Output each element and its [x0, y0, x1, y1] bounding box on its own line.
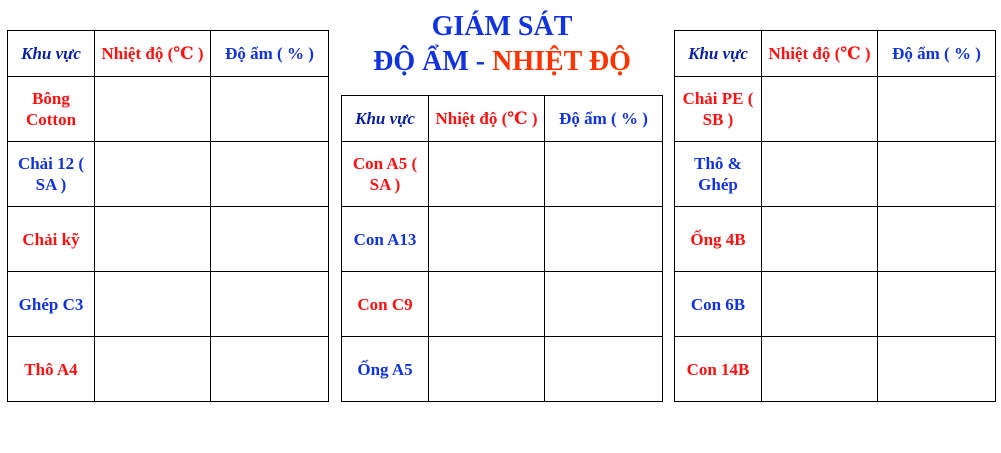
header-temperature: Nhiệt độ (℃ ) — [95, 31, 211, 77]
area-cell: Con C9 — [342, 272, 429, 337]
humidity-cell[interactable] — [211, 142, 329, 207]
temperature-cell[interactable] — [95, 77, 211, 142]
temperature-cell[interactable] — [762, 142, 878, 207]
humidity-cell[interactable] — [878, 272, 996, 337]
temperature-cell[interactable] — [762, 272, 878, 337]
table-row — [8, 337, 329, 402]
header-humidity: Độ ẩm ( % ) — [545, 96, 663, 142]
area-cell: Ống A5 — [342, 337, 429, 402]
table-row — [8, 142, 329, 207]
header-humidity: Độ ẩm ( % ) — [211, 31, 329, 77]
table-row — [8, 77, 329, 142]
temperature-cell[interactable] — [762, 337, 878, 402]
humidity-cell[interactable] — [545, 142, 663, 207]
middle-monitor-table — [341, 95, 663, 402]
table-row — [342, 272, 663, 337]
table-row — [342, 337, 663, 402]
table-row — [342, 142, 663, 207]
header-area: Khu vực — [8, 31, 95, 77]
subtitle-humidity: ĐỘ ẨM — [373, 46, 469, 77]
temperature-cell[interactable] — [429, 272, 545, 337]
humidity-cell[interactable] — [878, 77, 996, 142]
area-cell: Thô & Ghép — [675, 142, 762, 207]
humidity-cell[interactable] — [211, 207, 329, 272]
area-cell: Thô A4 — [8, 337, 95, 402]
table-row — [342, 207, 663, 272]
table-row — [675, 272, 996, 337]
humidity-cell[interactable] — [211, 77, 329, 142]
humidity-cell[interactable] — [211, 337, 329, 402]
table-row — [675, 337, 996, 402]
humidity-cell[interactable] — [878, 337, 996, 402]
temperature-cell[interactable] — [429, 207, 545, 272]
header-temperature: Nhiệt độ (℃ ) — [429, 96, 545, 142]
table-row — [8, 207, 329, 272]
header-temperature: Nhiệt độ (℃ ) — [762, 31, 878, 77]
temperature-cell[interactable] — [762, 207, 878, 272]
area-cell: Con 14B — [675, 337, 762, 402]
temperature-cell[interactable] — [762, 77, 878, 142]
area-cell: Chải 12 ( SA ) — [8, 142, 95, 207]
area-cell: Ghép C3 — [8, 272, 95, 337]
right-monitor-table — [674, 30, 996, 402]
temperature-cell[interactable] — [429, 337, 545, 402]
humidity-cell[interactable] — [878, 142, 996, 207]
area-cell: Ống 4B — [675, 207, 762, 272]
area-cell: Con A13 — [342, 207, 429, 272]
humidity-cell[interactable] — [545, 272, 663, 337]
humidity-cell[interactable] — [545, 207, 663, 272]
left-monitor-table — [7, 30, 329, 402]
humidity-cell[interactable] — [211, 272, 329, 337]
area-cell: Bông Cotton — [8, 77, 95, 142]
temperature-cell[interactable] — [95, 337, 211, 402]
area-cell: Con 6B — [675, 272, 762, 337]
table-row — [675, 142, 996, 207]
header-area: Khu vực — [675, 31, 762, 77]
table-row — [8, 272, 329, 337]
table-row — [675, 207, 996, 272]
subtitle-separator: - — [468, 46, 493, 77]
area-cell: Chải kỹ — [8, 207, 95, 272]
page-subtitle — [341, 45, 663, 79]
area-cell: Chải PE ( SB ) — [675, 77, 762, 142]
temperature-cell[interactable] — [95, 142, 211, 207]
humidity-cell[interactable] — [545, 337, 663, 402]
table-row — [675, 77, 996, 142]
humidity-cell[interactable] — [878, 207, 996, 272]
subtitle-temperature: NHIỆT ĐỘ — [492, 46, 631, 77]
header-humidity: Độ ẩm ( % ) — [878, 31, 996, 77]
header-area: Khu vực — [342, 96, 429, 142]
temperature-cell[interactable] — [429, 142, 545, 207]
page-title: GIÁM SÁT — [431, 11, 573, 42]
temperature-cell[interactable] — [95, 207, 211, 272]
area-cell: Con A5 ( SA ) — [342, 142, 429, 207]
temperature-cell[interactable] — [95, 272, 211, 337]
